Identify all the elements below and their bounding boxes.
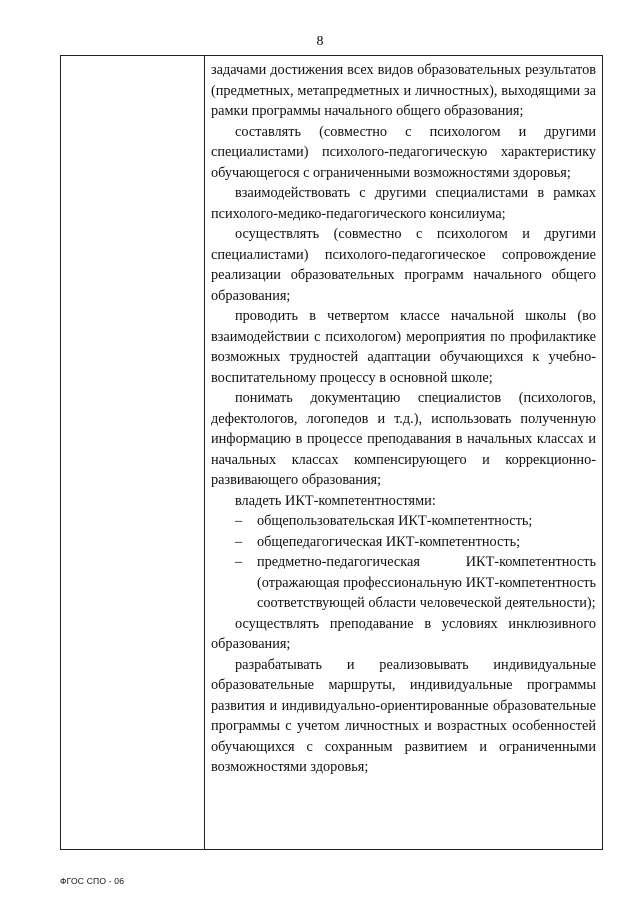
list-item: [211, 532, 596, 553]
paragraph-inclusive: осуществлять преподавание в условиях инклюзивного образования;: [211, 615, 596, 652]
dash-marker: –: [235, 513, 243, 529]
document-table: [60, 55, 603, 850]
table-left-column: [61, 56, 205, 849]
table-right-column: [211, 60, 596, 778]
paragraph-support: осуществлять (совместно с психологом и другими специалистами) психолого-педагогическое сопровождение реализации образовательных программ начального общего образования;: [211, 226, 596, 304]
paragraph-ikt-heading: владеть ИКТ-компетентностями:: [235, 492, 436, 509]
paragraph-adaptation: проводить в четвертом классе начальной школы (во взаимодействии с психологом) мероприятия по профилактике возможных трудностей адаптации обучающихся к учебно-воспитательному процессу в основной школе;: [211, 308, 596, 386]
footer-label: ФГОС СПО - 06: [60, 876, 125, 886]
paragraph-interaction: взаимодействовать с другими специалистами в рамках психолого-медико-педагогического консилиума;: [211, 185, 596, 222]
paragraph-routes: разрабатывать и реализовывать индивидуальные образовательные маршруты, индивидуальные программы развития и индивидуально-ориентированные образовательные программы с учетом личностных и возрастных особенностей обучающихся с сохранным развитием и ограниченными возможностями здоровья;: [211, 656, 596, 775]
dash-marker: –: [235, 554, 243, 570]
list-item-text: общепользовательская ИКТ-компетентность;: [257, 513, 533, 529]
paragraph-continuation: задачами достижения всех видов образовательных результатов (предметных, метапредметных и личностных), выходящими за рамки программы начального общего образования;: [211, 62, 596, 119]
paragraph-documentation: понимать документацию специалистов (психологов, дефектологов, логопедов и т.д.), использовать полученную информацию в процессе преподавания в начальных классах и начальных классах компенсирующего и коррекционно-развивающего образования;: [211, 390, 596, 488]
dash-marker: –: [235, 533, 243, 550]
list-item: [211, 511, 596, 532]
list-item-text: предметно-педагогическая ИКТ-компетентность (отражающая профессиональную ИКТ-компетентность соответствующей области человеческой деятельности);: [257, 554, 596, 611]
list-item: [211, 552, 596, 614]
page-number: 8: [316, 34, 324, 49]
ikt-list: [211, 511, 596, 614]
paragraph-characteristic: составлять (совместно с психологом и другими специалистами) психолого-педагогическую характеристику обучающегося с ограниченными возможностями здоровья;: [211, 123, 596, 181]
list-item-text: общепедагогическая ИКТ-компетентность;: [257, 533, 521, 550]
